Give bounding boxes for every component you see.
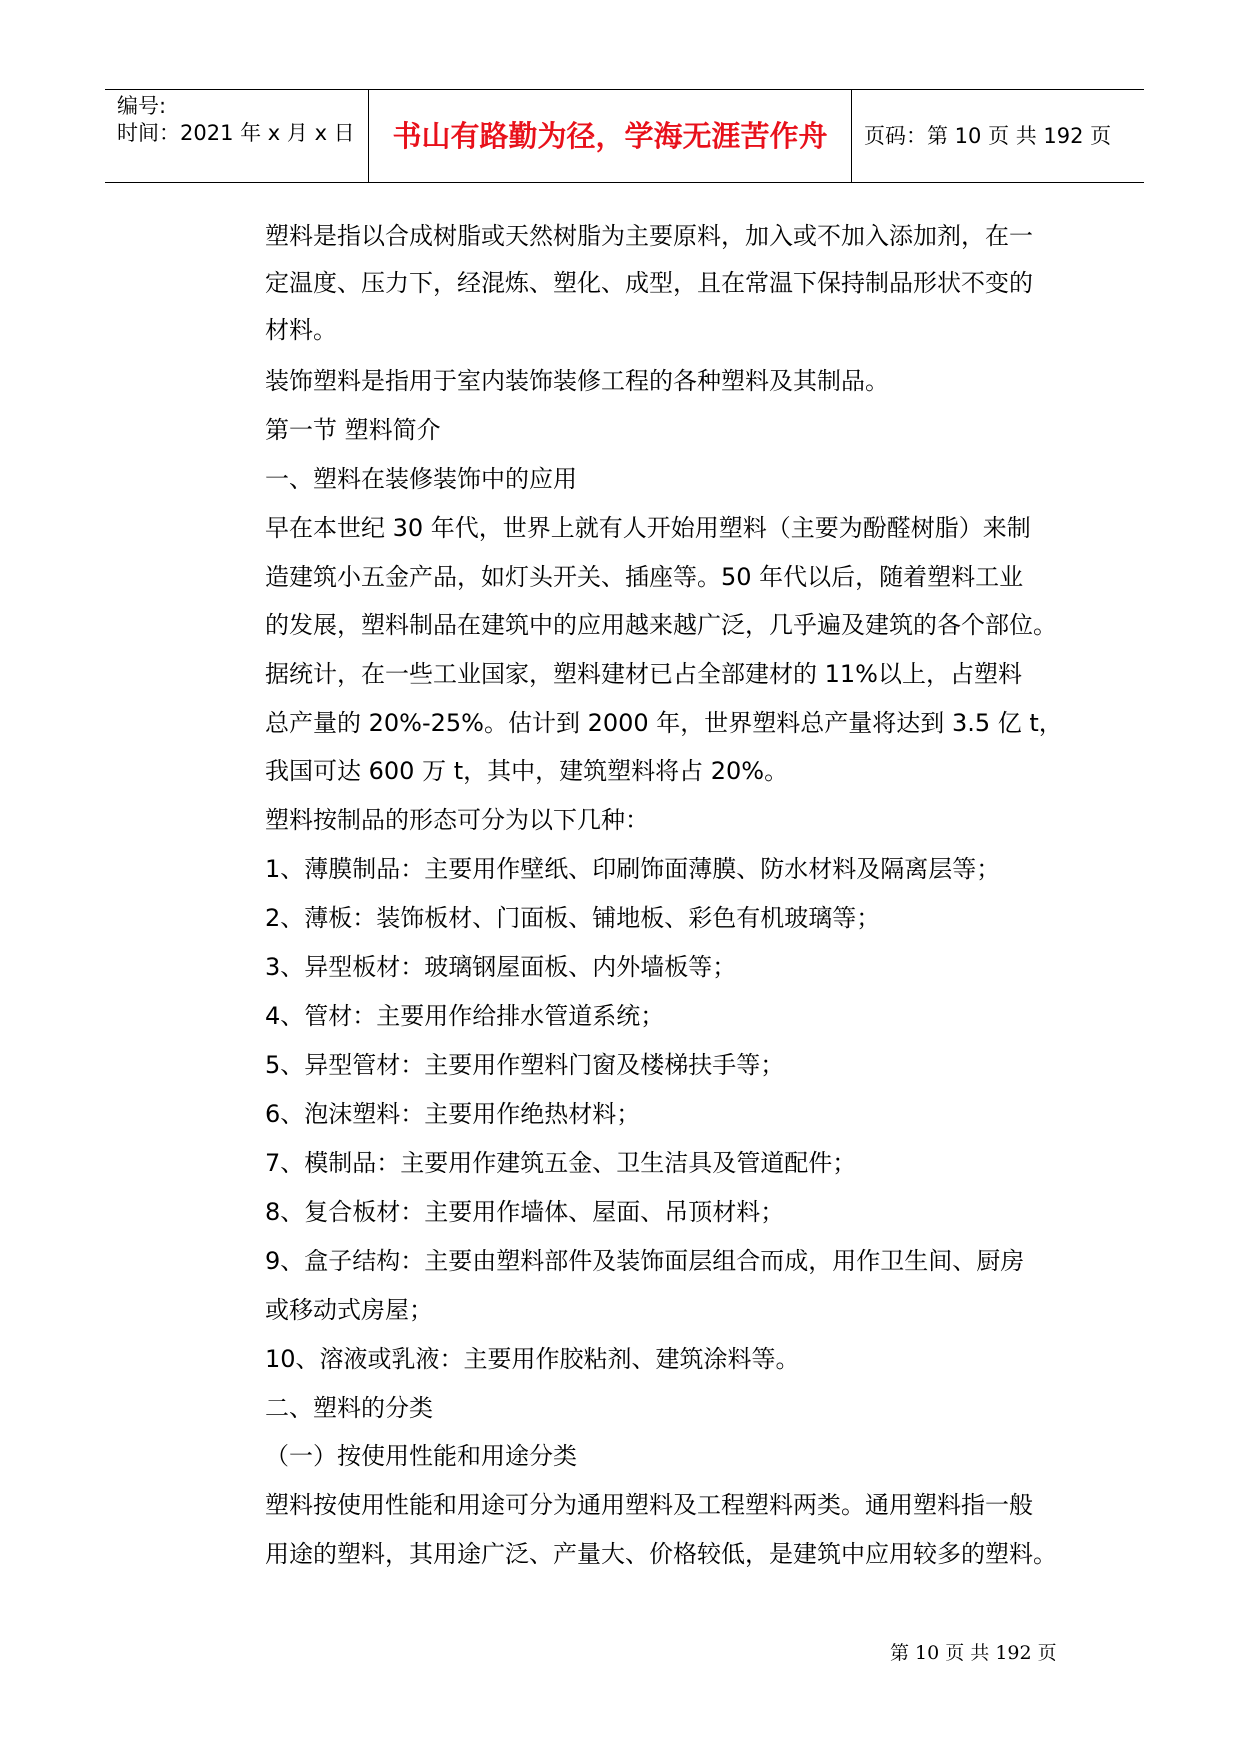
list-item: 3、异型板材：玻璃钢屋面板、内外墙板等； <box>265 953 737 981</box>
body-line: 塑料按使用性能和用途可分为通用塑料及工程塑料两类。通用塑料指一般 <box>265 1491 1033 1519</box>
body-line: 塑料按制品的形态可分为以下几种： <box>265 806 649 834</box>
subsection-heading: 二、塑料的分类 <box>265 1394 433 1422</box>
body-line: 材料。 <box>265 316 337 344</box>
body-line: 装饰塑料是指用于室内装饰装修工程的各种塑料及其制品。 <box>265 367 889 395</box>
list-item: 9、盒子结构：主要由塑料部件及装饰面层组合而成，用作卫生间、厨房 <box>265 1247 1025 1275</box>
list-item: 10、溶液或乳液：主要用作胶粘剂、建筑涂料等。 <box>265 1345 800 1373</box>
header-motto: 书山有路勤为径，学海无涯苦作舟 <box>392 119 828 153</box>
list-item: 5、异型管材：主要用作塑料门窗及楼梯扶手等； <box>265 1051 785 1079</box>
list-item: 或移动式房屋； <box>265 1296 433 1324</box>
header-page-code: 页码：第 10 页 共 192 页 <box>864 124 1112 148</box>
header-page-cell <box>852 90 1144 182</box>
subsection-heading: 一、塑料在装修装饰中的应用 <box>265 465 577 493</box>
list-item: 1、薄膜制品：主要用作壁纸、印刷饰面薄膜、防水材料及隔离层等； <box>265 855 1001 883</box>
list-item: 6、泡沫塑料：主要用作绝热材料； <box>265 1100 641 1128</box>
document-header <box>105 89 1144 183</box>
list-item: 2、薄板：装饰板材、门面板、铺地板、彩色有机玻璃等； <box>265 904 881 932</box>
body-line: 造建筑小五金产品，如灯头开关、插座等。50 年代以后，随着塑料工业 <box>265 563 1024 591</box>
list-item: 7、模制品：主要用作建筑五金、卫生洁具及管道配件； <box>265 1149 857 1177</box>
footer-page-number: 第 10 页 共 192 页 <box>890 1642 1057 1664</box>
date-label: 时间：2021 年 x 月 x 日 <box>117 121 355 145</box>
body-line: 我国可达 600 万 t，其中，建筑塑料将占 20%。 <box>265 757 789 785</box>
header-info-cell <box>105 90 368 182</box>
list-item: 4、管材：主要用作给排水管道系统； <box>265 1002 665 1030</box>
body-line: 用途的塑料，其用途广泛、产量大、价格较低，是建筑中应用较多的塑料。 <box>265 1540 1057 1568</box>
section-heading: 第一节 塑料简介 <box>265 416 441 444</box>
body-line: 据统计，在一些工业国家，塑料建材已占全部建材的 11%以上，占塑料 <box>265 660 1022 688</box>
body-line: 早在本世纪 30 年代，世界上就有人开始用塑料（主要为酚醛树脂）来制 <box>265 514 1031 542</box>
list-item: 8、复合板材：主要用作墙体、屋面、吊顶材料； <box>265 1198 785 1226</box>
body-line: 定温度、压力下，经混炼、塑化、成型，且在常温下保持制品形状不变的 <box>265 269 1033 297</box>
body-line: 总产量的 20%-25%。估计到 2000 年，世界塑料总产量将达到 3.5 亿 t， <box>265 709 1063 737</box>
body-line: 的发展，塑料制品在建筑中的应用越来越广泛，几乎遍及建筑的各个部位。 <box>265 611 1057 639</box>
serial-number-label: 编号: <box>117 94 167 118</box>
subsection-heading: （一）按使用性能和用途分类 <box>265 1442 577 1470</box>
header-motto-cell <box>368 90 852 182</box>
body-line: 塑料是指以合成树脂或天然树脂为主要原料，加入或不加入添加剂，在一 <box>265 222 1033 250</box>
